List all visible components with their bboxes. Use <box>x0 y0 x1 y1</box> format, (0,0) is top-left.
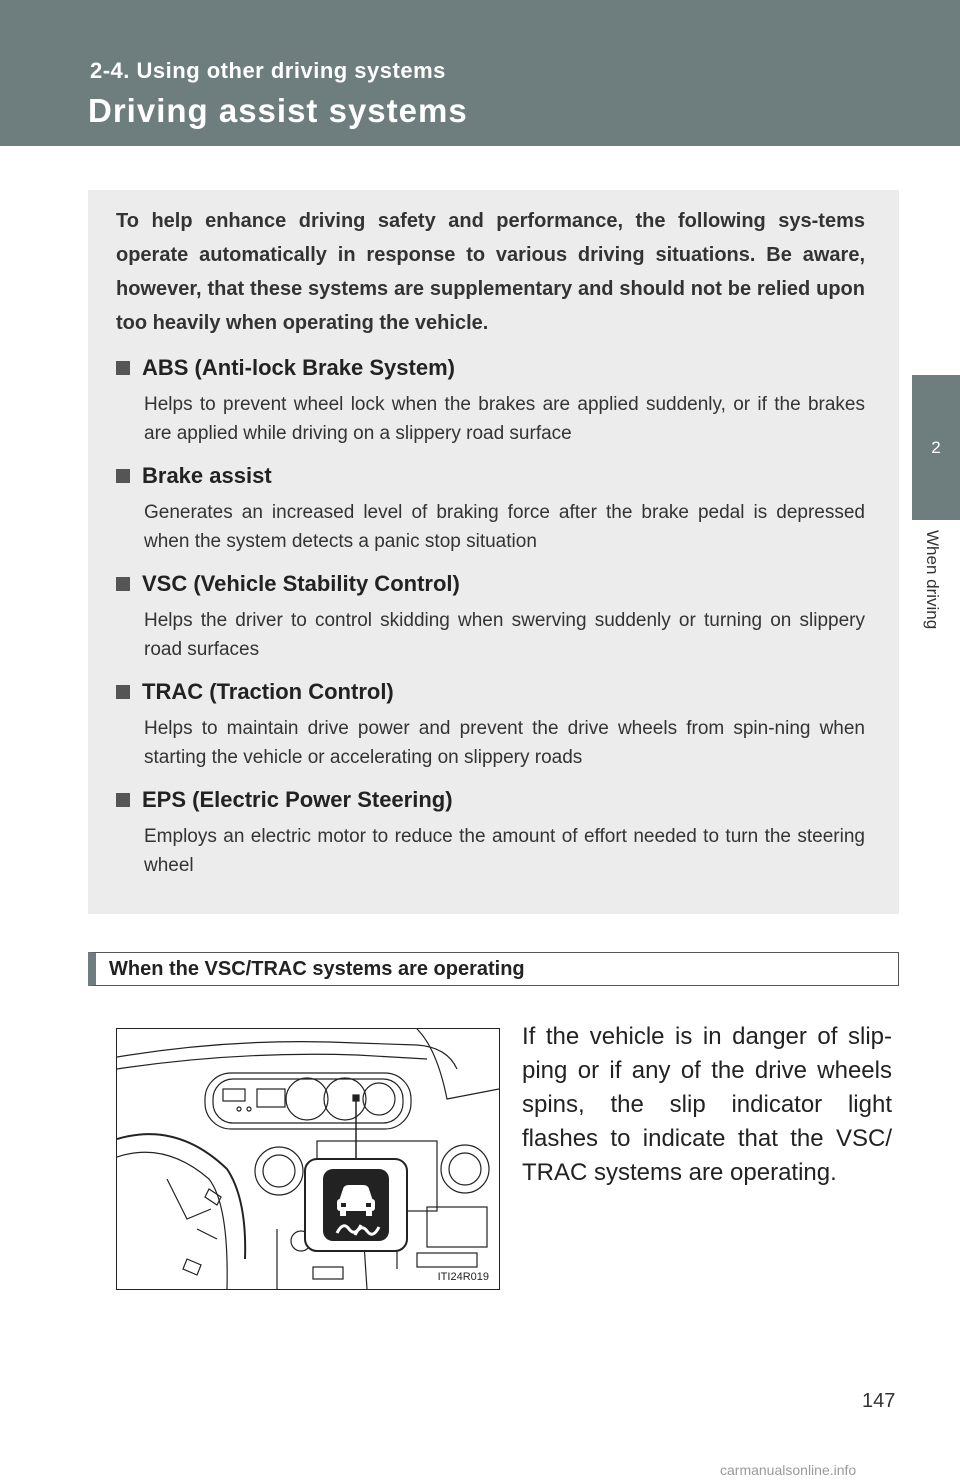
dashboard-drawing <box>117 1029 499 1289</box>
feature-abs <box>116 352 865 448</box>
feature-title: ABS (Anti-lock Brake System) <box>142 355 455 380</box>
feature-brake-assist <box>116 460 865 556</box>
chapter-label: When driving <box>923 530 942 630</box>
square-bullet-icon <box>116 361 130 375</box>
watermark: carmanualsonline.info <box>720 1462 857 1478</box>
chapter-number: 2 <box>931 437 941 457</box>
intro-box <box>88 190 899 914</box>
page-header <box>0 0 960 146</box>
page-number: 147 <box>862 1390 896 1412</box>
vsc-trac-heading <box>88 952 899 986</box>
feature-description: Employs an electric motor to reduce the amount of effort needed to turn the steering wheel <box>144 826 865 876</box>
slip-indicator-icon <box>323 1169 389 1241</box>
square-bullet-icon <box>116 793 130 807</box>
dashboard-illustration <box>116 1028 500 1290</box>
feature-title: TRAC (Traction Control) <box>142 679 394 704</box>
feature-title: EPS (Electric Power Steering) <box>142 787 453 812</box>
square-bullet-icon <box>116 685 130 699</box>
section-label: 2-4. Using other driving systems <box>90 58 446 83</box>
feature-trac <box>116 676 865 772</box>
feature-description: Helps to maintain drive power and prevent the drive wheels from spin-ning when starting the vehicle or accelerating on slippery roads <box>144 718 865 768</box>
feature-vsc <box>116 568 865 664</box>
feature-eps <box>116 784 865 880</box>
vsc-trac-body: If the vehicle is in danger of slip-ping or if any of the drive wheels spins, the slip indicator light flashes to indicate that the VSC/ TRAC systems are operating. <box>522 1023 892 1186</box>
sub-heading-text: When the VSC/TRAC systems are operating <box>109 957 525 980</box>
square-bullet-icon <box>116 469 130 483</box>
intro-text: To help enhance driving safety and performance, the following sys-tems operate automatically in response to various driving situations. Be aware, however, that these systems are supplementary and should not be relied upon too heavily when operating the vehicle. <box>116 210 865 334</box>
chapter-tab[interactable] <box>912 375 960 520</box>
feature-description: Helps to prevent wheel lock when the brakes are applied suddenly, or if the brakes are applied while driving on a slippery road surface <box>144 394 865 444</box>
feature-title: Brake assist <box>142 463 272 488</box>
square-bullet-icon <box>116 577 130 591</box>
feature-description: Helps the driver to control skidding when swerving suddenly or turning on slippery road surfaces <box>144 610 865 660</box>
feature-description: Generates an increased level of braking force after the brake pedal is depressed when the system detects a panic stop situation <box>144 502 865 552</box>
illustration-code: ITI24R019 <box>437 1271 489 1283</box>
feature-title: VSC (Vehicle Stability Control) <box>142 571 460 596</box>
page-title: Driving assist systems <box>88 92 468 129</box>
